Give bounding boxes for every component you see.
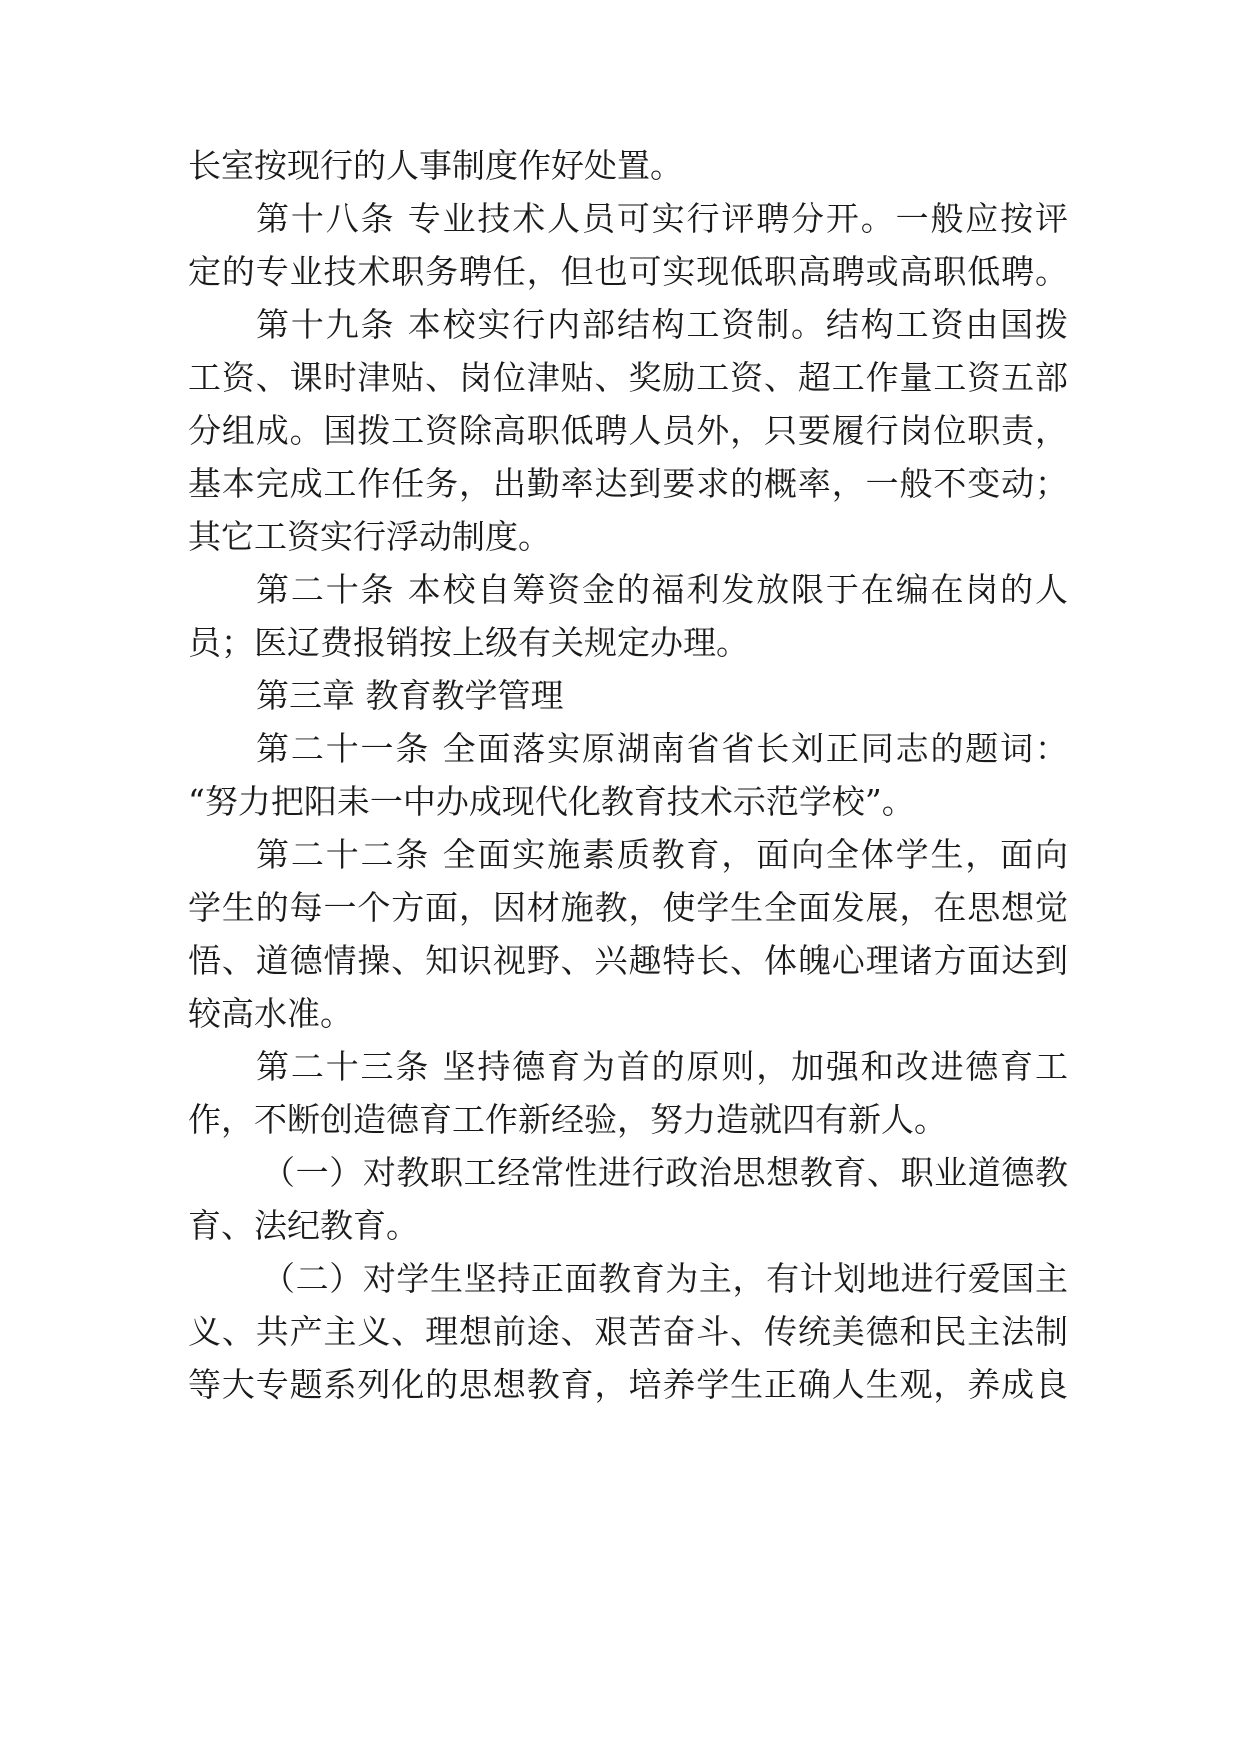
article-22-line-2: 学生的每一个方面，因材施教，使学生全面发展，在思想觉 — [188, 888, 1068, 927]
article-18-line-1: 第十八条 专业技术人员可实行评聘分开。一般应按评 — [256, 199, 1068, 238]
article-19-line-1: 第十九条 本校实行内部结构工资制。结构工资由国拨 — [256, 305, 1068, 344]
item-2-line-1: （二）对学生坚持正面教育为主，有计划地进行爱国主 — [262, 1259, 1068, 1298]
item-1-line-1: （一）对教职工经常性进行政治思想教育、职业道德教 — [262, 1153, 1068, 1192]
text-line: 长室按现行的人事制度作好处置。 — [188, 146, 683, 185]
article-22-line-1: 第二十二条 全面实施素质教育，面向全体学生，面向 — [256, 835, 1068, 874]
article-18-line-2: 定的专业技术职务聘任，但也可实现低职高聘或高职低聘。 — [188, 252, 1068, 291]
article-19-line-4: 基本完成工作任务，出勤率达到要求的概率，一般不变动； — [188, 464, 1068, 503]
article-23-line-1: 第二十三条 坚持德育为首的原则，加强和改进德育工 — [256, 1047, 1068, 1086]
article-19-line-5: 其它工资实行浮动制度。 — [188, 517, 551, 556]
article-19-line-3: 分组成。国拨工资除高职低聘人员外，只要履行岗位职责， — [188, 411, 1068, 450]
item-1-line-2: 育、法纪教育。 — [188, 1206, 419, 1245]
article-23-line-2: 作，不断创造德育工作新经验，努力造就四有新人。 — [188, 1100, 947, 1139]
article-20-line-2: 员；医辽费报销按上级有关规定办理。 — [188, 623, 749, 662]
article-21-line-1: 第二十一条 全面落实原湖南省省长刘正同志的题词： — [256, 729, 1068, 768]
article-22-line-4: 较高水准。 — [188, 994, 353, 1033]
item-2-line-3: 等大专题系列化的思想教育，培养学生正确人生观，养成良 — [188, 1365, 1068, 1404]
article-22-line-3: 悟、道德情操、知识视野、兴趣特长、体魄心理诸方面达到 — [188, 941, 1068, 980]
item-2-line-2: 义、共产主义、理想前途、艰苦奋斗、传统美德和民主法制 — [188, 1312, 1068, 1351]
article-20-line-1: 第二十条 本校自筹资金的福利发放限于在编在岗的人 — [256, 570, 1068, 609]
chapter-3-heading: 第三章 教育教学管理 — [256, 676, 564, 715]
article-19-line-2: 工资、课时津贴、岗位津贴、奖励工资、超工作量工资五部 — [188, 358, 1068, 397]
article-21-line-2: “努力把阳耒一中办成现代化教育技术示范学校”。 — [188, 782, 915, 821]
